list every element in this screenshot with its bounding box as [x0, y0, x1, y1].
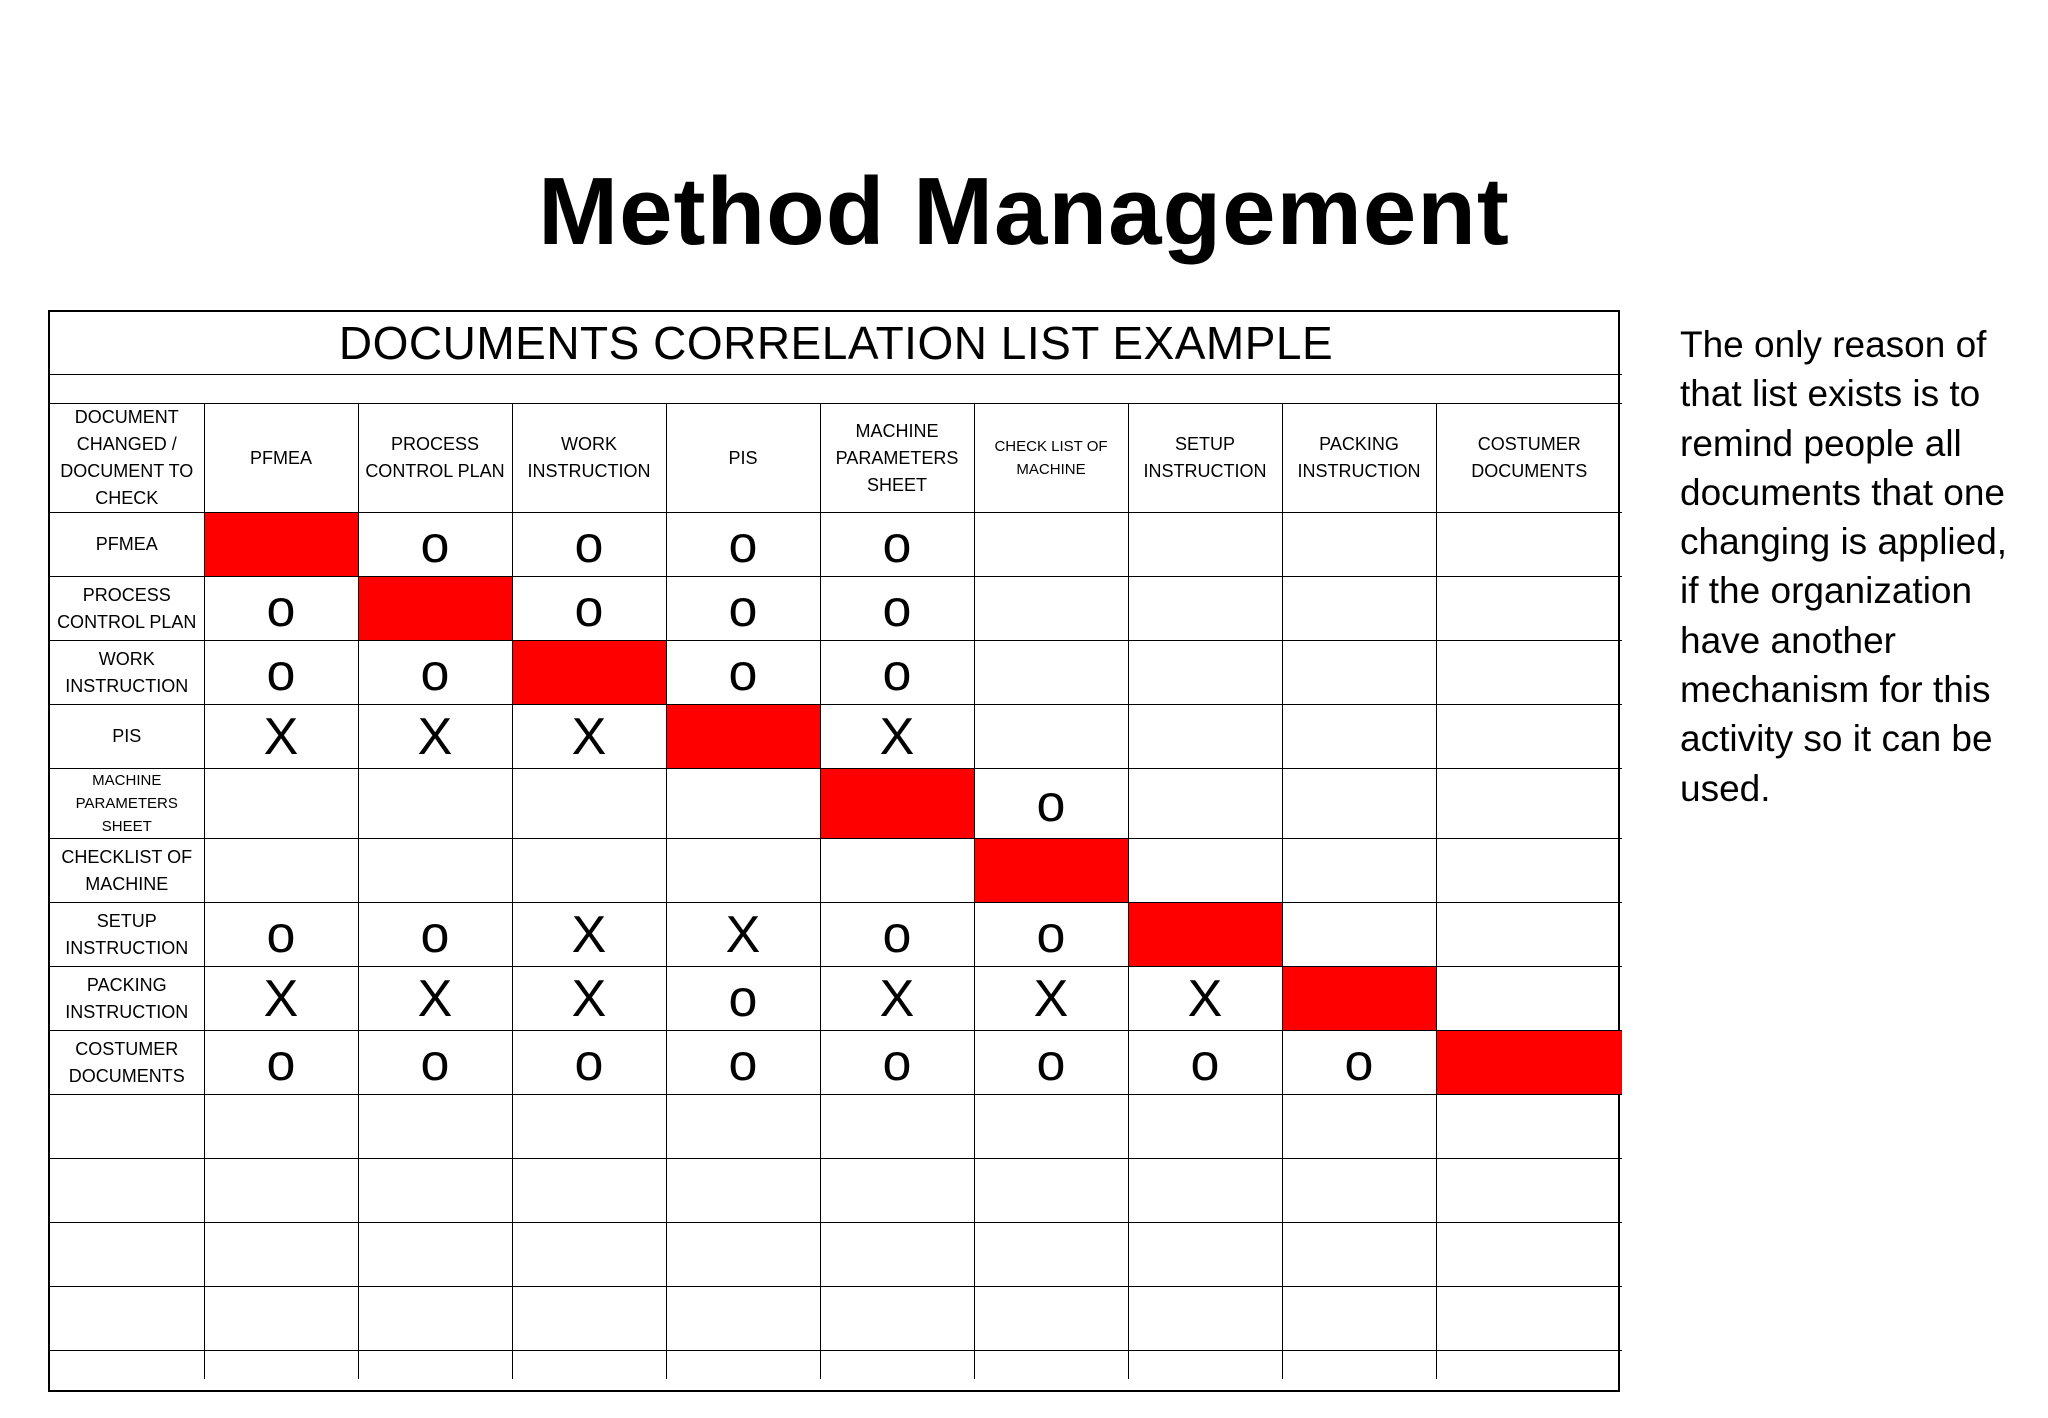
empty-cell — [1436, 1223, 1622, 1287]
correlation-cell: X — [666, 903, 820, 967]
empty-cell — [666, 1351, 820, 1380]
empty-cell — [512, 1223, 666, 1287]
correlation-cell — [1128, 513, 1282, 577]
correlation-cell — [1436, 705, 1622, 769]
diagonal-cell — [1128, 903, 1282, 967]
correlation-cell — [1282, 903, 1436, 967]
row-label: MACHINE PARAMETERS SHEET — [50, 769, 204, 839]
table-row — [50, 967, 1622, 1031]
correlation-cell: o — [512, 577, 666, 641]
empty-row — [50, 1159, 1622, 1223]
row-label: COSTUMER DOCUMENTS — [50, 1031, 204, 1095]
empty-cell — [50, 1223, 204, 1287]
correlation-cell: o — [1282, 1031, 1436, 1095]
side-note: The only reason of that list exists is to remind people all documents that one changing is applied, if the organization have another mechanism for this activity so it can be used. — [1680, 324, 2008, 809]
correlation-cell: X — [204, 967, 358, 1031]
diagonal-cell — [1436, 1031, 1622, 1095]
empty-cell — [204, 1223, 358, 1287]
correlation-cell: o — [204, 903, 358, 967]
correlation-cell — [666, 769, 820, 839]
empty-cell — [1282, 1095, 1436, 1159]
empty-row — [50, 1223, 1622, 1287]
row-label: PIS — [50, 705, 204, 769]
column-header: WORK INSTRUCTION — [512, 404, 666, 513]
correlation-cell: X — [204, 705, 358, 769]
correlation-cell: o — [358, 641, 512, 705]
empty-cell — [50, 1287, 204, 1351]
correlation-cell — [820, 839, 974, 903]
correlation-cell — [512, 839, 666, 903]
correlation-cell — [1436, 839, 1622, 903]
correlation-table — [48, 310, 1620, 1392]
correlation-cell — [1282, 705, 1436, 769]
empty-cell — [358, 1351, 512, 1380]
corner-header: DOCUMENT CHANGED / DOCUMENT TO CHECK — [50, 404, 204, 513]
correlation-cell — [1128, 641, 1282, 705]
correlation-cell — [974, 641, 1128, 705]
correlation-cell — [1282, 641, 1436, 705]
row-label: PACKING INSTRUCTION — [50, 967, 204, 1031]
correlation-cell — [1282, 577, 1436, 641]
column-header: SETUP INSTRUCTION — [1128, 404, 1282, 513]
column-header: PFMEA — [204, 404, 358, 513]
correlation-cell: o — [820, 1031, 974, 1095]
correlation-cell — [974, 513, 1128, 577]
correlation-cell: o — [666, 577, 820, 641]
column-header: PROCESS CONTROL PLAN — [358, 404, 512, 513]
empty-cell — [820, 1159, 974, 1223]
empty-cell — [358, 1287, 512, 1351]
correlation-cell — [358, 839, 512, 903]
row-label: WORK INSTRUCTION — [50, 641, 204, 705]
correlation-cell: o — [820, 513, 974, 577]
correlation-cell: o — [974, 903, 1128, 967]
correlation-cell: o — [512, 513, 666, 577]
empty-cell — [358, 1159, 512, 1223]
empty-cell — [1282, 1223, 1436, 1287]
empty-cell — [1128, 1351, 1282, 1380]
correlation-cell: o — [1128, 1031, 1282, 1095]
diagonal-cell — [512, 641, 666, 705]
empty-row — [50, 1351, 1622, 1380]
diagonal-cell — [204, 513, 358, 577]
empty-cell — [1436, 1351, 1622, 1380]
empty-cell — [512, 1159, 666, 1223]
empty-cell — [666, 1287, 820, 1351]
correlation-cell: o — [666, 1031, 820, 1095]
correlation-cell — [1436, 903, 1622, 967]
correlation-cell — [204, 839, 358, 903]
table-row — [50, 903, 1622, 967]
correlation-cell — [358, 769, 512, 839]
diagonal-cell — [666, 705, 820, 769]
correlation-cell: o — [820, 641, 974, 705]
correlation-cell — [512, 769, 666, 839]
column-header: COSTUMER DOCUMENTS — [1436, 404, 1622, 513]
correlation-cell — [1128, 769, 1282, 839]
empty-cell — [820, 1351, 974, 1380]
empty-cell — [204, 1159, 358, 1223]
correlation-cell — [204, 769, 358, 839]
correlation-cell: X — [512, 967, 666, 1031]
correlation-cell: o — [666, 967, 820, 1031]
correlation-cell: o — [974, 769, 1128, 839]
empty-cell — [820, 1223, 974, 1287]
empty-cell — [974, 1159, 1128, 1223]
row-label: PFMEA — [50, 513, 204, 577]
correlation-cell: o — [820, 903, 974, 967]
empty-cell — [50, 1159, 204, 1223]
empty-cell — [820, 1287, 974, 1351]
diagonal-cell — [358, 577, 512, 641]
correlation-cell: o — [358, 1031, 512, 1095]
diagonal-cell — [820, 769, 974, 839]
correlation-cell — [1128, 577, 1282, 641]
correlation-cell — [1282, 513, 1436, 577]
empty-row — [50, 1287, 1622, 1351]
table-row — [50, 839, 1622, 903]
page-title: Method Management — [538, 158, 1510, 265]
row-label: PROCESS CONTROL PLAN — [50, 577, 204, 641]
correlation-cell — [1128, 705, 1282, 769]
correlation-cell: o — [512, 1031, 666, 1095]
column-header: MACHINE PARAMETERS SHEET — [820, 404, 974, 513]
empty-cell — [1436, 1287, 1622, 1351]
correlation-cell: o — [820, 577, 974, 641]
empty-cell — [1282, 1159, 1436, 1223]
empty-cell — [512, 1351, 666, 1380]
correlation-cell — [1436, 769, 1622, 839]
empty-cell — [666, 1095, 820, 1159]
table-row — [50, 1031, 1622, 1095]
correlation-cell — [1128, 839, 1282, 903]
empty-cell — [204, 1351, 358, 1380]
empty-cell — [974, 1223, 1128, 1287]
table-title: DOCUMENTS CORRELATION LIST EXAMPLE — [50, 312, 1622, 375]
correlation-cell: X — [820, 705, 974, 769]
table-row — [50, 513, 1622, 577]
table-row — [50, 577, 1622, 641]
correlation-cell: o — [358, 903, 512, 967]
empty-cell — [358, 1223, 512, 1287]
empty-cell — [512, 1095, 666, 1159]
correlation-cell: o — [666, 641, 820, 705]
diagonal-cell — [1282, 967, 1436, 1031]
correlation-cell — [1282, 769, 1436, 839]
correlation-cell: X — [512, 705, 666, 769]
correlation-cell — [1436, 577, 1622, 641]
correlation-cell — [974, 705, 1128, 769]
empty-cell — [666, 1223, 820, 1287]
correlation-cell: X — [358, 967, 512, 1031]
correlation-cell: o — [974, 1031, 1128, 1095]
empty-cell — [974, 1287, 1128, 1351]
column-header: CHECK LIST OF MACHINE — [974, 404, 1128, 513]
table-row — [50, 705, 1622, 769]
correlation-cell: o — [204, 641, 358, 705]
correlation-cell: o — [666, 513, 820, 577]
correlation-cell — [1436, 967, 1622, 1031]
correlation-cell: X — [512, 903, 666, 967]
empty-cell — [1128, 1159, 1282, 1223]
correlation-cell — [666, 839, 820, 903]
empty-cell — [666, 1159, 820, 1223]
diagonal-cell — [974, 839, 1128, 903]
empty-cell — [512, 1287, 666, 1351]
row-label: CHECKLIST OF MACHINE — [50, 839, 204, 903]
table-row — [50, 769, 1622, 839]
correlation-cell — [1436, 641, 1622, 705]
empty-cell — [1282, 1351, 1436, 1380]
spacer-row — [50, 375, 1622, 404]
correlation-cell: X — [1128, 967, 1282, 1031]
correlation-cell: X — [358, 705, 512, 769]
correlation-cell: o — [204, 1031, 358, 1095]
empty-cell — [50, 1095, 204, 1159]
column-header: PIS — [666, 404, 820, 513]
correlation-cell: X — [820, 967, 974, 1031]
empty-cell — [974, 1351, 1128, 1380]
correlation-cell: X — [974, 967, 1128, 1031]
empty-cell — [204, 1095, 358, 1159]
column-header: PACKING INSTRUCTION — [1282, 404, 1436, 513]
empty-cell — [820, 1095, 974, 1159]
empty-cell — [1128, 1287, 1282, 1351]
empty-cell — [1128, 1223, 1282, 1287]
empty-cell — [1128, 1095, 1282, 1159]
table-row — [50, 641, 1622, 705]
empty-cell — [1436, 1095, 1622, 1159]
empty-cell — [974, 1095, 1128, 1159]
empty-cell — [50, 1351, 204, 1380]
empty-cell — [1436, 1159, 1622, 1223]
correlation-cell — [1282, 839, 1436, 903]
empty-cell — [204, 1287, 358, 1351]
empty-cell — [1282, 1287, 1436, 1351]
correlation-cell — [974, 577, 1128, 641]
empty-cell — [358, 1095, 512, 1159]
empty-row — [50, 1095, 1622, 1159]
row-label: SETUP INSTRUCTION — [50, 903, 204, 967]
correlation-cell — [1436, 513, 1622, 577]
correlation-cell: o — [358, 513, 512, 577]
correlation-cell: o — [204, 577, 358, 641]
